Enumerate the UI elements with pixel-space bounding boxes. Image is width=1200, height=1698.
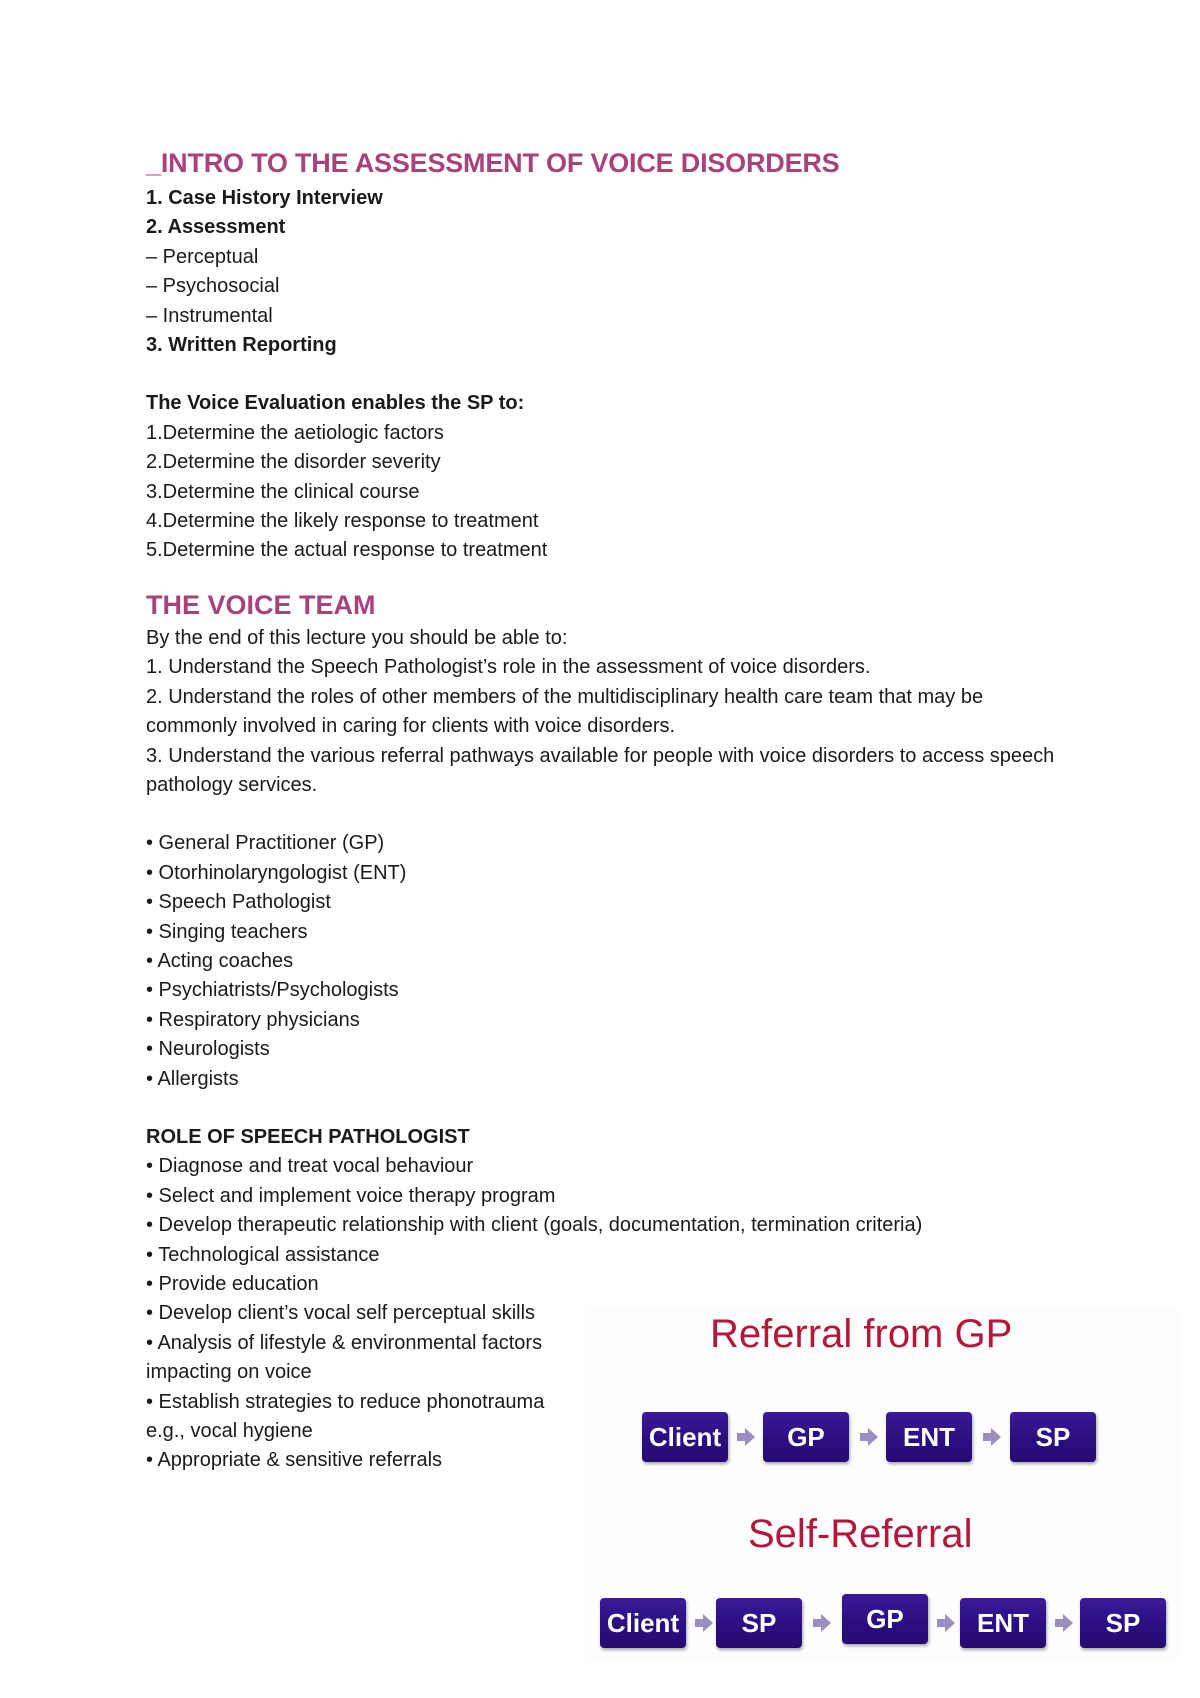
role-item: • Technological assistance: [146, 1243, 380, 1266]
voice-team-title: THE VOICE TEAM: [146, 589, 376, 620]
objective-item: 1. Understand the Speech Pathologist’s role in the assessment of voice disorders.: [146, 656, 871, 679]
arrow-right-icon: [1054, 1613, 1074, 1633]
team-member-item: • Otorhinolaryngologist (ENT): [146, 861, 407, 884]
evaluation-heading: The Voice Evaluation enables the SP to:: [146, 392, 525, 415]
self-path-node: Client: [600, 1598, 686, 1648]
intro-title: _INTRO TO THE ASSESSMENT OF VOICE DISORDERS: [146, 148, 840, 178]
document-page: [146, 146, 1066, 1476]
intro-item: – Psychosocial: [146, 275, 280, 298]
team-members-list: [146, 829, 1066, 1094]
arrow-right-icon: [982, 1427, 1002, 1447]
objective-item: 2. Understand the roles of other members of the multidisciplinary health care team that may be commonly involved in caring for clients with voice disorders.: [146, 685, 984, 738]
self-path-node: SP: [1080, 1598, 1166, 1648]
role-item: • Appropriate & sensitive referrals: [146, 1449, 443, 1472]
team-member-item: • Singing teachers: [146, 920, 308, 943]
team-member-item: • Neurologists: [146, 1038, 270, 1061]
role-item: • Develop therapeutic relationship with client (goals, documentation, termination criteria): [146, 1214, 923, 1237]
role-narrow-list: [146, 1299, 546, 1475]
team-member-item: • Psychiatrists/Psychologists: [146, 979, 399, 1002]
role-item: • Analysis of lifestyle & environmental factors impacting on voice: [146, 1331, 543, 1384]
team-member-item: • Allergists: [146, 1067, 239, 1090]
voice-team-intro: By the end of this lecture you should be able to:: [146, 626, 568, 649]
team-member-item: • General Practitioner (GP): [146, 832, 385, 855]
objective-item: 3. Understand the various referral pathways available for people with voice disorders to access speech pathology services.: [146, 744, 1055, 796]
team-member-item: • Acting coaches: [146, 949, 294, 972]
arrow-right-icon: [736, 1427, 756, 1447]
intro-item: – Perceptual: [146, 245, 259, 268]
role-item: • Establish strategies to reduce phonotrauma e.g., vocal hygiene: [146, 1390, 545, 1443]
intro-item: 3. Written Reporting: [146, 334, 337, 357]
role-item: • Diagnose and treat vocal behaviour: [146, 1155, 474, 1178]
referral-diagram: [586, 1308, 1180, 1660]
gp-path-node: SP: [1010, 1412, 1096, 1462]
evaluation-item: 2.Determine the disorder severity: [146, 451, 441, 474]
evaluation-item: 4.Determine the likely response to treatment: [146, 510, 539, 533]
intro-list: [146, 184, 1066, 360]
gp-path-node: Client: [642, 1412, 728, 1462]
evaluation-list: [146, 419, 1066, 566]
evaluation-item: 3.Determine the clinical course: [146, 480, 420, 503]
self-path-node: GP: [842, 1594, 928, 1644]
role-item: • Select and implement voice therapy program: [146, 1184, 556, 1207]
role-heading: ROLE OF SPEECH PATHOLOGIST: [146, 1125, 470, 1148]
role-item: • Develop client’s vocal self perceptual skills: [146, 1302, 536, 1325]
gp-path-node: ENT: [886, 1412, 972, 1462]
evaluation-item: 5.Determine the actual response to treatment: [146, 539, 548, 562]
team-member-item: • Respiratory physicians: [146, 1008, 360, 1031]
gp-path-node: GP: [763, 1412, 849, 1462]
role-item: • Provide education: [146, 1273, 319, 1295]
gp-referral-title: Referral from GP: [710, 1312, 1013, 1356]
self-path-node: SP: [716, 1598, 802, 1648]
intro-item: 2. Assessment: [146, 216, 286, 239]
arrow-right-icon: [936, 1613, 956, 1633]
arrow-right-icon: [812, 1613, 832, 1633]
intro-item: – Instrumental: [146, 304, 273, 327]
arrow-right-icon: [694, 1613, 714, 1633]
self-path-node: ENT: [960, 1598, 1046, 1648]
self-referral-title: Self-Referral: [748, 1512, 973, 1556]
team-member-item: • Speech Pathologist: [146, 891, 331, 914]
arrow-right-icon: [859, 1427, 879, 1447]
intro-item: 1. Case History Interview: [146, 187, 383, 209]
evaluation-item: 1.Determine the aetiologic factors: [146, 421, 444, 444]
